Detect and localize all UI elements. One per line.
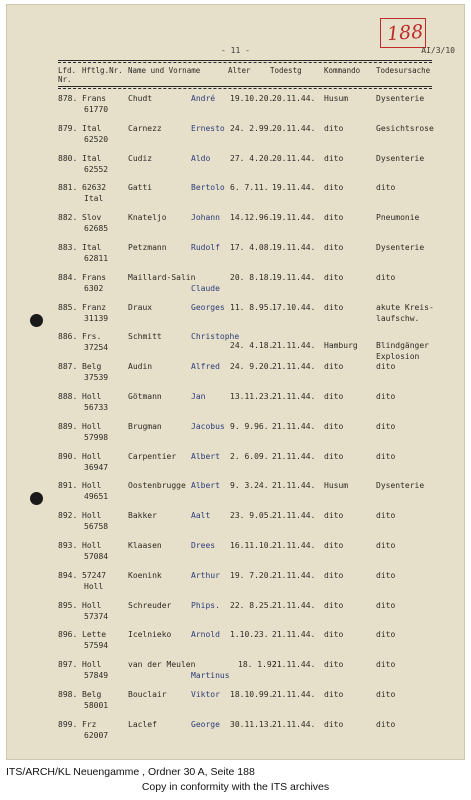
- cell-first: Bertolo: [191, 183, 225, 193]
- cell-nat: Franz: [82, 302, 107, 312]
- cell-nr: 897.: [58, 660, 78, 670]
- cell-cause: Dysenterie: [376, 94, 425, 103]
- cell-cause: akute Kreis- laufschw.: [376, 302, 434, 323]
- cell-nr: 881.: [58, 183, 78, 193]
- cell-death: 21.11.44.: [272, 481, 316, 491]
- cell-nr: 890.: [58, 451, 78, 461]
- cell-cause: dito: [376, 600, 396, 610]
- cell-age: 19.10.20.: [230, 94, 274, 103]
- cell-first: Albert: [191, 451, 220, 461]
- cell-name: Audin: [128, 362, 153, 372]
- cell-hnr: 61770: [84, 105, 109, 114]
- cell-cause: dito: [376, 421, 396, 431]
- cell-nr: 894.: [58, 570, 78, 580]
- cell-first: Martinus: [191, 671, 230, 681]
- header-name: Name und Vorname: [128, 66, 201, 75]
- cell-kdo: dito: [324, 302, 344, 312]
- cell-hnr: 62007: [84, 730, 109, 740]
- cell-first: Phips.: [191, 600, 220, 610]
- cell-age: 6. 7.11.: [230, 183, 269, 193]
- cell-nat: Holl: [82, 541, 102, 550]
- cell-name: Carpentier: [128, 451, 177, 461]
- cell-name: Laclef: [128, 719, 157, 729]
- cell-nat: Belg: [82, 690, 102, 699]
- cell-name: Petzmann: [128, 243, 167, 252]
- cell-kdo: dito: [324, 451, 344, 461]
- cell-cause: Dysenterie: [376, 243, 425, 252]
- header-kommando: Kommando: [324, 66, 361, 75]
- cell-nat: Holl: [82, 421, 102, 431]
- cell-nat: Holl: [82, 451, 102, 461]
- cell-nat: Frz: [82, 719, 97, 729]
- cell-hnr: 62520: [84, 134, 109, 144]
- cell-cause: Gesichtsrose: [376, 123, 434, 133]
- cell-name: Götmann: [128, 392, 162, 401]
- cell-nr: 882.: [58, 213, 78, 223]
- cell-first: Albert: [191, 481, 220, 491]
- header-age: Alter: [228, 66, 251, 75]
- cell-cause: dito: [376, 690, 396, 699]
- cell-cause: dito: [376, 511, 396, 521]
- cell-age: 20. 8.18.: [230, 272, 274, 282]
- cell-death: 19.11.44.: [272, 213, 316, 223]
- cell-age: 9. 9.96.: [230, 421, 269, 431]
- header-death-day: Todestg: [270, 66, 302, 75]
- cell-death: 19.11.44.: [272, 243, 316, 252]
- cell-cause: dito: [376, 392, 396, 401]
- cell-kdo: dito: [324, 660, 344, 670]
- cell-death: 21.11.44.: [272, 392, 316, 401]
- cell-kdo: dito: [324, 421, 344, 431]
- cell-hnr: 37254: [84, 343, 109, 353]
- cell-age: 22. 8.25.: [230, 600, 274, 610]
- cell-nr: 886.: [58, 332, 78, 342]
- cell-kdo: dito: [324, 243, 344, 252]
- cell-first: Aalt: [191, 511, 211, 521]
- cell-death: 19.11.44.: [272, 183, 316, 193]
- cell-death: 21.11.44.: [272, 341, 316, 351]
- cell-kdo: dito: [324, 183, 344, 193]
- table-row: [6, 719, 465, 755]
- cell-cause: Pneumonie: [376, 213, 420, 223]
- cell-age: 24. 2.99.: [230, 123, 274, 133]
- cell-age: 24. 9.20.: [230, 362, 274, 372]
- cell-nat: Holl: [82, 481, 102, 491]
- cell-hnr: 57594: [84, 641, 109, 651]
- cell-hnr: 57374: [84, 611, 109, 621]
- cell-age: 23. 9.05.: [230, 511, 274, 521]
- document-sheet: [6, 4, 465, 760]
- cell-age: 18.10.99.: [230, 690, 274, 699]
- cell-death: 21.11.44.: [272, 719, 316, 729]
- cell-name: Draux: [128, 302, 153, 312]
- cell-cause: dito: [376, 660, 396, 670]
- cell-kdo: dito: [324, 272, 344, 282]
- cell-first: Christophe: [191, 332, 240, 342]
- cell-name: Gatti: [128, 183, 153, 193]
- cell-name: Maillard-Salin: [128, 272, 196, 282]
- cell-name: Klaasen: [128, 541, 162, 550]
- cell-age: 18. 1.92.: [238, 660, 282, 670]
- cell-death: 21.11.44.: [272, 421, 316, 431]
- cell-name: Chudt: [128, 94, 153, 103]
- cell-kdo: dito: [324, 123, 344, 133]
- cell-first: André: [191, 94, 216, 103]
- cell-age: 11. 8.95.: [230, 302, 274, 312]
- cell-kdo: dito: [324, 630, 344, 640]
- header-rule-bottom-dashed: [58, 88, 432, 89]
- cell-nr: 888.: [58, 392, 78, 401]
- cell-nr: 896.: [58, 630, 78, 640]
- header-rule-bottom: [58, 86, 432, 87]
- cell-death: 19.11.44.: [272, 272, 316, 282]
- cell-death: 17.10.44.: [272, 302, 316, 312]
- cell-age: 27. 4.20.: [230, 153, 274, 163]
- cell-first: Arthur: [191, 570, 220, 580]
- cell-hnr: 58001: [84, 701, 109, 710]
- cell-death: 20.11.44.: [272, 153, 316, 163]
- cell-cause: dito: [376, 630, 396, 640]
- cell-death: 21.11.44.: [272, 600, 316, 610]
- cell-hnr: 36947: [84, 462, 109, 472]
- cell-kdo: dito: [324, 213, 344, 223]
- cell-kdo: dito: [324, 541, 344, 550]
- header-hftlg-nr: Hftlg.Nr.: [82, 66, 123, 75]
- cell-death: 21.11.44.: [272, 690, 316, 699]
- cell-nat: Holl: [82, 600, 102, 610]
- cell-kdo: Husum: [324, 94, 349, 103]
- cell-nat: 57247: [82, 570, 107, 580]
- cell-hnr: 49651: [84, 492, 109, 502]
- cell-kdo: dito: [324, 392, 344, 401]
- cell-age: 19. 7.20.: [230, 570, 274, 580]
- cell-hnr: 62811: [84, 254, 109, 263]
- cell-nr: 879.: [58, 123, 78, 133]
- cell-cause: Dysenterie: [376, 481, 425, 491]
- cell-cause: dito: [376, 183, 396, 193]
- cell-hnr: 56758: [84, 522, 109, 532]
- cell-nat: Frs.: [82, 332, 102, 342]
- header-cause: Todesursache: [376, 66, 431, 75]
- cell-kdo: dito: [324, 153, 344, 163]
- cell-kdo: dito: [324, 362, 344, 372]
- cell-age: 13.11.23.: [230, 392, 274, 401]
- cell-name: Schmitt: [128, 332, 162, 342]
- cell-nr: 887.: [58, 362, 78, 372]
- cell-first: Ernesto: [191, 123, 225, 133]
- cell-death: 21.11.44.: [272, 511, 316, 521]
- cell-name: Carnezz: [128, 123, 162, 133]
- cell-nat: Lette: [82, 630, 107, 640]
- header-rule-top: [58, 60, 432, 61]
- cell-age: 16.11.10.: [230, 541, 274, 550]
- cell-nr: 878.: [58, 94, 78, 103]
- cell-first: George: [191, 719, 220, 729]
- cell-nr: 899.: [58, 719, 78, 729]
- header-lfd-nr: Lfd. Nr.: [58, 66, 77, 84]
- cell-first: Aldo: [191, 153, 211, 163]
- cell-first: Georges: [191, 302, 225, 312]
- cell-nr: 889.: [58, 421, 78, 431]
- cell-nat: Frans: [82, 272, 107, 282]
- cell-hnr: 31139: [84, 313, 109, 323]
- cell-kdo: Husum: [324, 481, 349, 491]
- cell-nr: 891.: [58, 481, 78, 491]
- cell-first: Jan: [191, 392, 206, 401]
- cell-name: Brugman: [128, 421, 162, 431]
- cell-hnr: Holl: [84, 581, 104, 591]
- cell-nr: 885.: [58, 302, 78, 312]
- cell-age: 24. 4.18.: [230, 341, 274, 351]
- archive-source-line: ITS/ARCH/KL Neuengamme , Ordner 30 A, Seite 188: [6, 766, 255, 778]
- cell-nr: 892.: [58, 511, 78, 521]
- cell-name: Icelnieko: [128, 630, 172, 640]
- cell-nr: 898.: [58, 690, 78, 699]
- cell-name: van der Meulen: [128, 660, 196, 670]
- cell-kdo: dito: [324, 600, 344, 610]
- cell-name: Bakker: [128, 511, 157, 521]
- cell-death: 20.11.44.: [272, 94, 316, 103]
- cell-cause: Dysenterie: [376, 153, 425, 163]
- cell-nat: Holl: [82, 511, 102, 521]
- cell-death: 20.11.44.: [272, 123, 316, 133]
- punch-hole-top: [30, 314, 43, 327]
- cell-first: Arnold: [191, 630, 220, 640]
- page-marker: - 11 -: [221, 46, 250, 55]
- cell-death: 21.11.44.: [272, 660, 316, 670]
- cell-nat: Ital: [82, 153, 102, 163]
- cell-age: 17. 4.08.: [230, 243, 274, 252]
- cell-cause: dito: [376, 451, 396, 461]
- cell-kdo: dito: [324, 511, 344, 521]
- cell-name: Bouclair: [128, 690, 167, 699]
- cell-kdo: dito: [324, 690, 344, 699]
- page-stamp-number: 188: [386, 20, 424, 46]
- cell-first: Jacobus: [191, 421, 225, 431]
- cell-nr: 895.: [58, 600, 78, 610]
- cell-age: 1.10.23.: [230, 630, 269, 640]
- cell-nat: Frans: [82, 94, 107, 103]
- cell-cause: dito: [376, 541, 396, 550]
- cell-nr: 893.: [58, 541, 78, 550]
- cell-hnr: 57849: [84, 671, 109, 681]
- cell-first: Alfred: [191, 362, 220, 372]
- cell-hnr: 57998: [84, 432, 109, 442]
- cell-nr: 884.: [58, 272, 78, 282]
- cell-age: 2. 6.09.: [230, 451, 269, 461]
- cell-death: 21.11.44.: [272, 541, 316, 550]
- cell-hnr: 56733: [84, 403, 109, 412]
- cell-cause: dito: [376, 272, 396, 282]
- cell-nat: Ital: [82, 243, 102, 252]
- cell-nat: Belg: [82, 362, 102, 372]
- cell-first: Rudolf: [191, 243, 220, 252]
- cell-cause: Blindgänger Explosion: [376, 341, 429, 362]
- cell-nat: 62632: [82, 183, 107, 193]
- cell-nat: Holl: [82, 392, 102, 401]
- header-rule-top-dashed: [58, 62, 432, 63]
- cell-first: Drees: [191, 541, 216, 550]
- cell-hnr: 62685: [84, 224, 109, 234]
- cell-death: 21.11.44.: [272, 630, 316, 640]
- cell-kdo: Hamburg: [324, 341, 358, 351]
- cell-hnr: 37539: [84, 373, 109, 383]
- cell-name: Oostenbrugge: [128, 481, 186, 491]
- cell-hnr: 62552: [84, 164, 109, 174]
- cell-kdo: dito: [324, 570, 344, 580]
- cell-cause: dito: [376, 570, 396, 580]
- cell-nr: 880.: [58, 153, 78, 163]
- cell-first: Claude: [191, 283, 220, 293]
- cell-hnr: 6302: [84, 283, 104, 293]
- cell-age: 9. 3.24.: [230, 481, 269, 491]
- cell-name: Cudiz: [128, 153, 153, 163]
- cell-kdo: dito: [324, 719, 344, 729]
- cell-hnr: 57084: [84, 552, 109, 561]
- cell-first: Johann: [191, 213, 220, 223]
- cell-death: 21.11.44.: [272, 451, 316, 461]
- cell-nat: Slov: [82, 213, 102, 223]
- conformity-line: Copy in conformity with the ITS archives: [141, 781, 330, 793]
- cell-nat: Ital: [82, 123, 102, 133]
- cell-cause: dito: [376, 362, 396, 372]
- cell-first: Viktor: [191, 690, 220, 699]
- cell-cause: dito: [376, 719, 396, 729]
- cell-name: Schreuder: [128, 600, 172, 610]
- cell-death: 21.11.44.: [272, 570, 316, 580]
- cell-name: Knateljo: [128, 213, 167, 223]
- cell-name: Koenink: [128, 570, 162, 580]
- cell-hnr: Ital: [84, 194, 104, 204]
- cell-nr: 883.: [58, 243, 78, 252]
- cell-death: 21.11.44.: [272, 362, 316, 372]
- punch-hole-bottom: [30, 492, 43, 505]
- cell-nat: Holl: [82, 660, 102, 670]
- reference-code: AI/3/10: [421, 46, 455, 55]
- cell-age: 30.11.13.: [230, 719, 274, 729]
- cell-age: 14.12.96.: [230, 213, 274, 223]
